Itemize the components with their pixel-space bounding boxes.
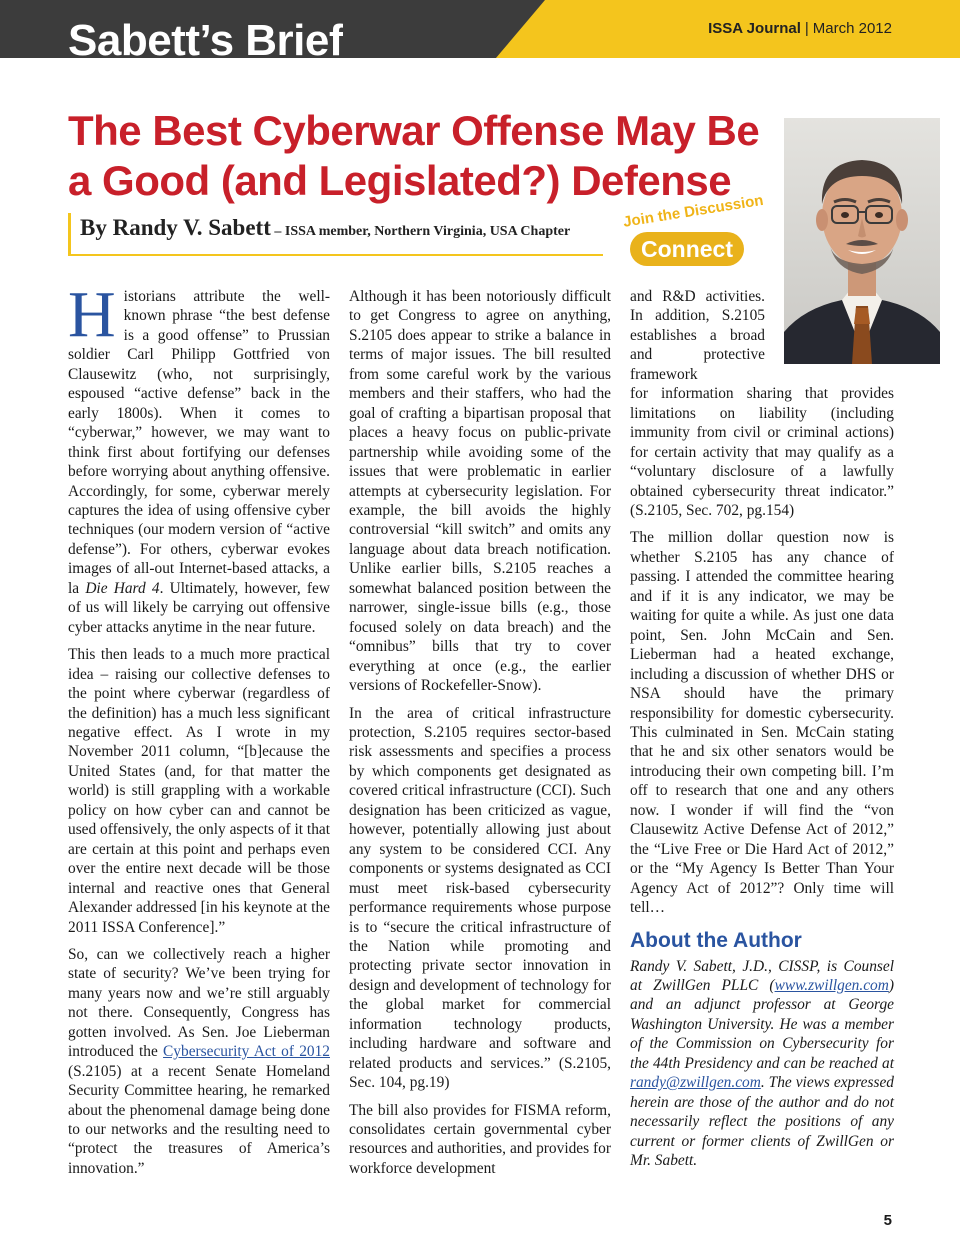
- text-run: . The views expressed herein are those of the author and do not necessarily reflect the positions of any current or former clients of ZwillGen or Mr. Sabett.: [630, 1074, 894, 1170]
- author-affiliation: – ISSA member, Northern Virginia, USA Chapter: [270, 224, 571, 239]
- article-column-3: [630, 287, 894, 1178]
- text-run: Randy V. Sabett, J.D., CISSP, is Counsel at ZwillGen PLLC (: [630, 957, 894, 994]
- article-title: The Best Cyberwar Offense May Be a Good (and Legislated?) Defense: [68, 107, 760, 204]
- byline: [80, 215, 570, 241]
- paragraph: The million dollar question now is whether S.2105 has any chance of passing. I attended the committee hearing and if it is any indicator, we may be waiting for quite a while. As just one data point, Sen. John McCain and Sen. Lieberman had a heated exchange, including a discussion of whether DHS or NSA should have the primary responsibility for domestic cybersecurity. This culminated in Sen. McCain stating that he and six other senators would be introducing their own competing bill. I’m off to research that one and any others now. I wonder if will find the “von Clausewitz Active Defense Act of 2012,” the “Live Free or Die Hard Act of 2012,” or the “My Agency Is Better Than Your Agency Act of 2012”? Only time will tell…: [630, 529, 894, 917]
- paragraph: [68, 945, 330, 1178]
- journal-separator: |: [804, 20, 809, 37]
- paragraph: [68, 278, 330, 637]
- film-title: Die Hard 4: [85, 579, 160, 597]
- connect-badge[interactable]: [618, 191, 765, 268]
- issue-date: March 2012: [812, 20, 892, 37]
- author-name: By Randy V. Sabett: [80, 215, 271, 240]
- page-number: 5: [883, 1212, 892, 1229]
- byline-rule-vertical: [68, 213, 71, 255]
- drop-cap: H: [68, 278, 116, 351]
- text-run: (S.2105) at a recent Senate Homeland Security Committee hearing, he remarked about the phenomenal damage being done to our networks and the resulting need to “protect the treasures of America’s innovation.”: [68, 1062, 330, 1177]
- paragraph: This then leads to a much more practical idea – raising our collective defenses to the point where cyberwar (regardless of the definition) has a much less significant negative effect. As I wrote in my November 2011 column, “[b]ecause the United States (and, for that matter the world) is still grappling with a workable policy on how cyber can and cannot be used offensively, the only aspects of it that are certain at this point and perhaps even over the entire next decade will be those internal and reactive ones that General Alexander addressed [in his keynote at the 2011 ISSA Conference].”: [68, 646, 331, 936]
- paragraph: Although it has been notoriously difficult to get Congress to agree on anything, S.2105 does appear to strike a balance in terms of major issues. The bill resulted from some careful work by the various members and their staffers, who had the goal of crafting a bipartisan proposal that places a heavy focus on public-private partnership while avoiding some of the issues that were problematic in earlier attempts at cybersecurity legislation. For example, the bill avoids the highly controversial “kill switch” and omits any language about data breach notification. Unlike earlier bills, S.2105 reaches a somewhat balanced position between the narrower, single-issue bills (e.g., those focused solely on data breach) and the “omnibus” bills that try to cover everything at once (e.g., the earlier versions of Rockefeller-Snow).: [349, 288, 611, 695]
- paragraph: The bill also provides for FISMA reform, consolidates certain governmental cyber resources and authorities, and provides for workforce development: [349, 1101, 611, 1177]
- byline-rule-horizontal: [68, 254, 603, 256]
- text-run: and R&D activities. In addition, S.2105 establishes a broad and protective framework: [630, 288, 765, 383]
- join-discussion-label: Join the Discussion: [622, 191, 765, 231]
- journal-name: ISSA Journal: [708, 20, 801, 37]
- connect-button[interactable]: Connect: [630, 232, 744, 266]
- text-run: for information sharing that provides limitations on liability (including immunity from civil or criminal actions) for certain activity that may qualify as a “voluntary disclosure of a lawfully obtained cybersecurity threat indicator.” (S.2105, Sec. 702, pg.154): [630, 385, 894, 519]
- paragraph: [630, 287, 894, 520]
- article-column-2: [349, 287, 611, 1186]
- about-author-text: [630, 957, 894, 1171]
- cybersecurity-act-link[interactable]: Cybersecurity Act of 2012: [163, 1043, 330, 1061]
- text-run: . Ultimately, however, few of us will likely be carrying out offensive cyber attacks anytime in the near future.: [68, 579, 330, 636]
- journal-info: [708, 20, 892, 37]
- paragraph: In the area of critical infrastructure protection, S.2105 requires sector-based risk assessments and specifies a process by which components get designated as covered critical infrastructure (CCI). Such designation has been criticized as vague, however, potentially allowing just about any system to be considered CCI. Any components or systems designated as CCI must meet risk-based cybersecurity performance requirements whose purpose is to “secure the critical infrastructure of the Nation while promoting and protecting private sector innovation in design and development of technology for the global market for commercial information technology products, including hardware and software and related products and services.” (S.2105, Sec. 104, pg.19): [349, 704, 611, 1092]
- section-title: Sabett’s Brief: [68, 16, 344, 58]
- about-author-heading: About the Author: [630, 928, 802, 952]
- author-email-link[interactable]: randy@zwillgen.com: [630, 1074, 761, 1092]
- zwillgen-website-link[interactable]: www.zwillgen.com: [774, 976, 889, 994]
- text-run: istorians attribute the well-known phrase “the best defense is a good offense” to Prussian soldier Carl Philipp Gottfried von Clausewitz (who, not surprisingly, espoused “active defense” back in the early 1800s). When it comes to “cyberwar,” however, we may want to think first about fortifying our defenses before worrying about anything offensive. Accordingly, for some, cyberwar merely captures the idea of using offensive cyber techniques (our modern version of “active defense”). For others, cyberwar evokes images of all-out Internet-based attacks, a la: [68, 288, 330, 597]
- text-run: So, can we collectively reach a higher state of security? We’ve been trying for many years now and we’re still arguably not there. Consequently, Congress has gotten involved. As Sen. Joe Lieberman introduced the: [68, 945, 330, 1061]
- text-run: ) and an adjunct professor at George Washington University. He was a member of the Commission on Cybersecurity for the 44th Presidency and can be reached at: [630, 976, 894, 1072]
- article-column-1: [68, 278, 331, 1186]
